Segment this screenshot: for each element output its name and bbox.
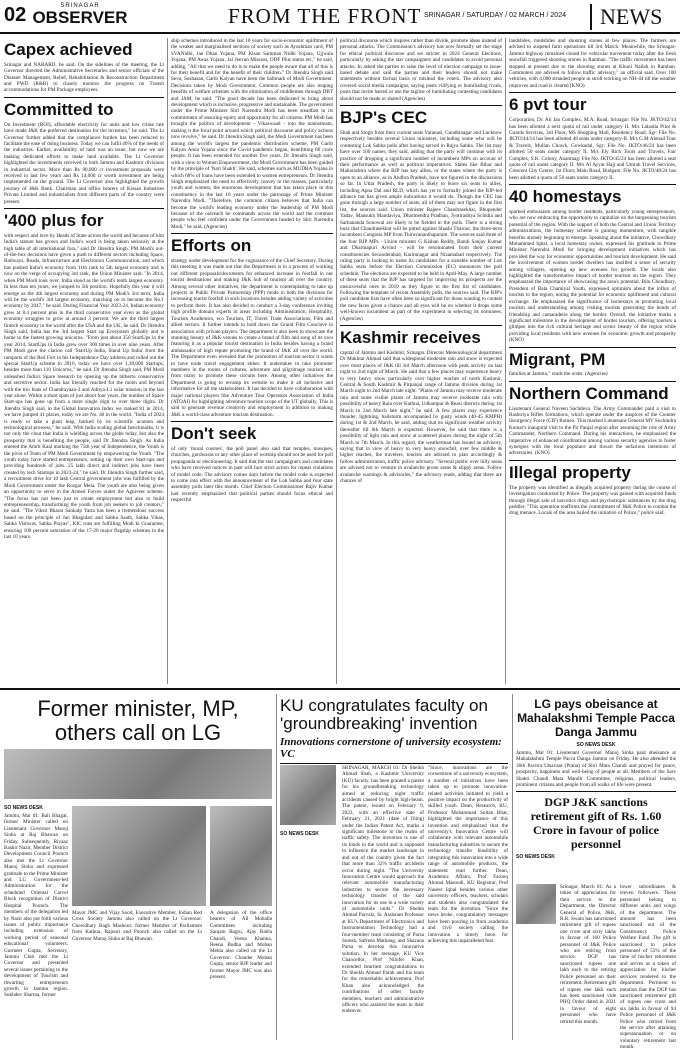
column-divider [276, 694, 277, 1040]
story-col-b [342, 765, 424, 1041]
divider [516, 791, 676, 792]
story-text: strategy under development for the cognizance of the Chief Secretary. During this meeting it was made out that the Department is in a process of working out different proposals/documents for enhanced increase in footfall in our tourist destinations and making J&K hub of tourism all over the country. Among several other initiatives, the department is contemplating to take up projects in Public Private Partnership (PPP) mode in both the divisions for increasing tourist footfall in such locations besides adding variety of activities to perform there. It has also decided to conduct a 3-day conference inviting high profile domain experts in areas including Administration, Hospitality, Tourism Academics, eco Tourism, IT, Travel Trade Associations, Film and allied sectors. It further intends to hold down the Grand Film Conclave in association with private players. The department is also keen to showcase the stunning beauty of J&K venues to create a brand of film and song of its own featuring it as a popular tourist destination in India besides having a brand ambassador of high repute promoting the brand of J&K all over the world. The Department even revealed that the promotion of tourism sector it wants to have trade travel engagement either. It undertakes to take promoter members in the rooms of cultures, adventure and pilgrimage tourism etc. from many to promote these circuits here. Among other initiatives the Department is going to revamp its website to make it all inclusive and informative for all the stakeholders. It has decided to have collaboration with major national players like Adventure Tour Operators Association of India (ATOAI) for highlighting adventure tourism scope of the UT globally. This is said to generate revenue creativity and employment in addition to making J&K a world-class adventure tourism destination. [171, 258, 333, 418]
photo-delegations [4, 749, 272, 799]
story-col-a [280, 829, 338, 1041]
divider [4, 208, 164, 209]
story-text: The property was identified as illegally acquired property during the course of investigation conducted by Police. The property was gained with acquired funds through illegal sale of narcotics drugs and psychotropic substances by the drug peddler. "This operation reaffirms the commitment of J&K Police to combat the drug menace. Locals of the area hailed the initiative of Police," police said. [509, 484, 676, 517]
headline-ku-congratulates: KU congratulates faculty on 'groundbreaking' invention [280, 696, 488, 733]
masthead [0, 0, 680, 34]
headline-committed: Committed to [4, 99, 114, 119]
divider [509, 347, 676, 348]
headline-former-minister: Former minister, MP, others call on LG [37, 696, 239, 745]
story-col-c [428, 765, 508, 1041]
story-text: Jammu, Mar 01: Lieutenant Governor Manoj Sinha paid obeisance at Mahalakshmi Temple Pacca Danga Jammu on Friday. He also attended the 36th Pavitra Utsavam (Prana) of Shri Mata Chandi and prayed for peace, prosperity, happiness and well-being of people at all. Members of the Sarv Shakti Chandi Mata Mandir Committee, religious, political leaders, prominent citizens and people from all walks of life were present. [516, 750, 676, 789]
divider [171, 421, 333, 422]
divider [340, 105, 502, 106]
divider [509, 381, 676, 382]
photo-dgp [516, 884, 556, 924]
section-label: NEWS [590, 4, 662, 30]
divider [280, 763, 508, 764]
byline: SO NEWS DESK [4, 805, 43, 811]
headline-bjp-cec: BJP's CEC [340, 108, 428, 128]
column-4 [509, 38, 676, 684]
brand-small: SRINAGAR [60, 3, 100, 9]
story-text: political discourse which inspires rather than divide, promote ideas instead of personal attacks. The Commission's advisory has now formally set the stage for ethical political discourse and set stricter in 2024 General Elections, particularly by asking the star campaigners and candidates to avoid personal attacks. In asked the parties to raise the level of election campaign to issue-based debate and said the parties and their leaders should not make statements without factual basis or mislead the voters. The advisory also covered social media campaigns, saying posts vilifying or humiliating rivals, posts that invite hatred or use the tagline of humiliating contesting candidates should not be made or shared (Agencies) [340, 38, 502, 102]
column-3 [340, 38, 502, 684]
section-divider [0, 688, 680, 690]
story-text: SRINAGAR, MARCH 01: Dr Sheikh Ahmad Shah, a Kashmir University (KU) faculty, has been granted a patent for his groundbreaking technology aimed at reducing night traffic accidents caused by bright high-beam. The patent, issued on February 9, 2023, with an effective date of February 21, 2021 (date of filing) under the Indian Patent Act, marks a significant milestone in the realm of traffic safety. The invention is one of its kinds in the world and is supposed to influence the market landscape in and out of the country given the fact that more than 32% traffic accidents occur during night. "The University Innovation Centre would approach the relevant automobile manufacturing industries to secure the necessary technology transfer of the said innovation for its use in a wide variety of automobile units." Dr Sheikh Ahmad Parvaiz, Sr. Assistant Professor at KU's Department of Electronics and Instrumentation Technology had a four-member team consisting of Parsa Suresh, Safrena Mathang, and Shazana Parsa to develop this innovative solution. In her message, KU Vice Chancellor, Prof Nilofer Khan, extended heartiest congratulations to Dr Sheikh Ahmad Parah and his team for the remarkable achievement. Prof Khan also acknowledged the contributions of other faculty members, teachers and administrative officers who assisted the team in their endeavor. [342, 765, 424, 1015]
story-col-a [560, 884, 616, 1040]
byline: SO NEWS DESK [516, 854, 555, 861]
headline-efforts-on: Efforts on [171, 236, 252, 256]
story-text: sparked enthusiasm among border residents, particularly young entrepreneurs, who are now embracing the opportunity to capitalize on the burgeoning tourism potential of the region. With the support of both the Central and Union Territory administrations, the homestay scheme is gaining momentum, with tangible benefits already beginning to emerge. Speaking about the initiative, Chowdhary Mohammed Iqbal, a local homestay owner, expressed his gratitude to Prime Minister Narendra Modi for bringing development initiatives which has provided the way for economic opportunities and tourism development. He said the involvement of women border dwellers has instilled a sense of security among villagers, opening up new avenues for growth. The locals also highlighted the transformative impact of border tourism on the region. They emphasized the importance of showcasing the area's potential. Bilu Choudhary, President of Bala Chamiyal Youth, expressed optimism about the influx of tourists to the region, noting the potential for economic upliftment and cultural exchange. He emphasized the significance of homestays in promoting local tourism and understanding among visiting tourists generating the bonds of friendship and camaraderie along the border. Overall, the initiative marks a significant milestone in the development of border tourism, offering tourists a glimpse into the rich cultural heritage and scenic beauty of the region while providing local residents with new avenues for economic growth and prosperity (KNO) [509, 209, 676, 344]
story-text: On Investment (ROI), affordable electricity for units and low crime rate have made J&K the preferred destination for the investors," he said. The Lt Governor further added that the compliance burden has been reduced to facilitate the ease of doing business. Today we can fulfil 40% of the needs of the industries. Earlier, availability of land was an issue, but now we are making dedicated efforts to make land available. The Lt Governor highlighted the investments received in both Jammu and Kashmir divisions in industrial sector. More than Rs 90,000 cr investment proposals were received in last few years and Rs 14,000 cr worth investment are being implemented on the ground. The Lt Governor also highlighted the growth journey of J&K Bank. Chairman and office bearers of Kissan Industries Private Limited and industrialists from different parts of the country were present. [4, 121, 164, 205]
photo-mohalla-delegation [210, 806, 272, 906]
story-text: A delegation of the office bearers of All Mohalla Committees including Sanjam Bagru, Ajay Babla Chandi, Veena Khanna, Reena Budha and Mohan Mehta also called on the Lt Governor. Chander Mohan Gupta, senior BJP leader and former Mayor JMC was also present. [210, 910, 272, 981]
photo-caption: Mayor JMC and Vijay Sood, Executive Member, Indian Red Cross Society Jammu also called on the Lt Governor. Chowdhary Bagh Mashoor, former Member of Parliament from Kathua, Rajouri and Poonch also called on the Lt Governor Manoj Sinha at Raj Bhawan. [72, 910, 202, 942]
headline-400-plus: '400 plus for [4, 211, 104, 230]
divider [509, 460, 676, 461]
story-col-b [72, 910, 202, 1042]
headline-illegal-property: Illegal property [509, 462, 631, 482]
story-text: with respect and love by Heads of State across the world and because of him India's stature has grown and India's word is being taken seriously at the high table of all international fora," said Dr Jitendra Singh. PM Modi's out-of-the-box decisions have given a push to different sectors including Space, Railways, Roads, Infrastructure and Electronics Communication, and which has pushed India's economy from 11th rank to 5th largest economy and is now on the verge of occupying 3rd rank, the Union Minister said. "In 2014, when PM Modi took over, India stood as the world's tenth largest economy. In less than ten years, we jumped to 5th position. Hopefully this year it will emerge as the 4th largest economy and during PM Modi's 3rd term, India will be the world's 3rd largest economy, marching on to become the No.1 economy by 2047," he said. During Financial Year 2023-24, Indian economy grew at 8.4 percent plus in the third consecutive year even as the global economy struggles to grow at around 3 percent. We are the third largest fintech economy in the world after the USA and the UK, he said. Dr Jitendra Singh said, India has the 3rd largest Start up Ecosystem globally and is home to the fastest growing unicorns. "From just about 350 StartUps in the year 2014, StartUps in India grew over 300 times in over nine years. After PM Modi gave the clarion call 'StartUp India, Stand Up India' from the ramparts of the Red Fort in his Independence Day address and rolled out the special StartUp scheme in 2016, today we have over 1,30,000 Startups, besides more than 110 Unicorns," he said. Dr Jitendra Singh said, PM Modi unleashed India's Space research by opening up the hitherto conservative and secretive sector. India has literally reached for the moon and beyond with the trio feats of Chandrayaan-3 and Aditya-L1 solar mission in the last year alone. Within a short span of just about four years, the number of Space Start-ups has gone up from a mere single digit to over three digits. Dr Jitendra Singh said, in the Global Innovation Index we ranked 81 in 2014, we have jumped 41 places, today we are No. 40 in the world. "India of 2024 is ready to take a giant leap, backed by its scientific acumen and technological prowess," he said. With India scaling global benchmarks, it is not only the clout that India is wielding across the globe today, but also the prosperity that is benefiting the people, said Dr Jitendra Singh. As India entered the Amrit Kaal marking the 75th year of Independence, the Youth is the pivot of Team of PM Modi Government by empowering the Youth. "The youth today have started entrepreneurs, setting up their own Start-ups and providing hundreds of jobs. 25 lakh direct and indirect jobs have been created by tech Startups in 2023-24," he said. Dr Jitendra Singh further said, a recruitment drive for 10 lakh Central government jobs was fulfilled by the Modi Government under the Rozgar Mela. The youth are also being given an opportunity to serve in the Armed Forces under the Agniveer scheme. "The focus has not been just to create employment but also to build entrepreneurship, transforming the youth from job seekers to job creators," he said. "The Viksit Bharat Sankalp Yatra has been a tremendous success based on the principle of Jan Bhagidari and Sabka Saath, Sabka Vikas, Sabka Vishwas, Sabka Prayas", KIC runs are fulfilling Modi ki Guarantee, ensuring 100 percent saturation of the 17-20 major flagship schemes in the last 10 years. [4, 232, 164, 540]
photo-faculty-portrait [280, 765, 336, 825]
story-text: landslides, mudslides and shooting stones at few places. The farmers are advised to suspend farm operations till 3rd March. Meanwhile, the Srinagar-Jammu highway remained closed for vehicular movement today after the fresh snowfall triggered shooting stones in Ramban. "The traffic movement has been stopped at present due to the shooting stones at Khuni Nallah in Ramban. Commuters are advised to follow traffic advisory," an official said. Over 100 vehicles, with 4,000 stranded people in stroll working on NH-44 till the weather improves and road is cleared (KNO) [509, 38, 676, 89]
headline-40-homestays: 40 homestays [509, 187, 622, 207]
headline-migrant-pm: Migrant, PM [509, 349, 606, 369]
divider [4, 97, 164, 98]
divider [171, 233, 333, 234]
divider [340, 325, 502, 326]
story-text: lower subordinates & eleven followers. These personnel belong to different units and wings of the department. The amount has been sanctioned out of the Constituency Police Welfare Fund. The gift is sanctioned to police personnel of 55% of the time of his/her retirement and serves as a token of appreciation for his/her services rendered to the department. Pertinent to mention that the DGP has sanctioned retirement gift of rupees one crore and six lakhs in favour of 94 Police personnel of J&K Police who retired from the service after attaining superannuation or on voluntary retirement last month. [620, 884, 676, 1051]
headline-dgp-retirement-gift: DGP J&K sanctions retirement gift of Rs. 1.60 Crore in favour of police personnel [530, 795, 662, 852]
story-text: Lieutenant General Naveen Sachdeva. The Army Commander paid a visit to Rashtriya Rifles formations, which operate under the auspices of the Counter Insurgency Force (CIF) Romeo. This marked Lieutenant General MV Suchindra Kumar's inaugural visit to the Pir Panjal region after assuming the role of Army Commander, Northern Command. During his interactions, he emphasized the imperative of enhanced coordination among various security agencies to foster synergies with the local populace and thwart the nefarious intentions of adversaries. (KNO) [509, 405, 676, 457]
story-text: of only 'moral courses', the poll panel also said that temples, mosques, churches, gurdwaras or any other place of worship should not be used for poll propaganda or electioneering. It said that the star campaigners and candidates who have received notices in past will face strict action for repeat violations of model code. The advisory comes days before the model code is expected to come into effect with the announcement of the Lok Sabha and four state assembly polls later this month. Chief Election Commissioner Rajiv Kumar had recently emphasized that political parties should focus ethical and respectful [171, 446, 333, 504]
story-text: ship schemes introduced in the last 10 years for socio-economic upliftment of the weaker and marginalised sections of society such as Ayushman card, PM SVANidhi, Jan Dhan Yojana, PM Kisan Samman Nidhi Yojana, Ujjwala Yojana, PM Awas Yojana, Jal Jeevan Mission, ODF Plus status etc," he said, adding, "All that we need to do is to make the people aware that all of this is for their benefit and for the benefit of their children." Dr Jitendra Singh said Seva, Sushasan, Garib Kalyan have been the hallmark of Modi Government. Decisions taken by Modi Government, Common people are also reaping benefits of welfare schemes with the elimination of middlemen through DBT and JAM, he said. "The good decade has been dedicated to bring about development which is inclusive, progressive and sustainable. The government under the Prime Minister Shri Narendra Modi has been steadfast in its commitment of ensuring equity and opportunity for all citizens. PM Modi has brought the politics of development - Vikaswaad - into the mainstream, making it the focal point around which political discourse and policy actions now revolve," he said. Dr Jitendra Singh said, the Modi Government has been among the world's largest the pandemic distribution scheme, PM Garib Kalyan Anna Yojana since the Covid pandemic began, benefitting 80 crore people. It has been extended for another five years. Dr Jitendra Singh said, with a view to Women Empowerment, the Modi Government has been guided by the principle of 'Nari Shakti'. He said, schemes such as MUDRA Yojana in which 68% of loans have been extended to women entrepreneurs. Dr Jitendra Singh emphasized the need to effectively convey to the masses, particularly youth and women, the enormous development that has taken place in this constituency in the last 10 years under the patronage of Prime Minister Narendra Modi. "Therefore, the common citizen believes that India can become the world's leading economy under the leadership of PM Modi because of the outreach he commands across the world and the common people who feel confident under the Government headed by Shri Narendra Modi," he said. (Agencies) [171, 38, 333, 230]
story-col-b [620, 884, 676, 1051]
story-text: families at Jammu," reads the order. (Agencies) [509, 371, 608, 378]
headline-kashmir-receives: Kashmir receives [340, 328, 481, 348]
headline-dont-seek: Don't seek [171, 424, 257, 444]
byline: SO NEWS DESK [576, 742, 616, 748]
story-text: Srinagar and NABARD, he said. On the sidelines of the meeting, the Lt Governor directed the Administrative Secretaries and senior officials of the Disaster Management, Relief, Rehabilitation & Reconstruction Department and PWD (R&B) to closely monitor the progress on Transit accommodations for PM Package employees. [4, 61, 164, 94]
headline-6-pvt-tour: 6 pvt tour [509, 95, 587, 115]
column-1 [4, 38, 164, 684]
byline: SO NEWS DESK [280, 831, 319, 837]
section-title: FROM THE FRONT [228, 4, 422, 28]
column-divider [336, 38, 337, 684]
photo-lg-meeting [72, 806, 206, 906]
issue-date: SRINAGAR / SATURDAY / 02 MARCH / 2024 [424, 12, 566, 19]
headline-lg-obeisance: LG pays obeisance at Mahalakshmi Temple Pacca Danga Jammu [517, 697, 675, 739]
headline-northern-command: Northern Command [509, 383, 669, 403]
story-text: "Since, innovations are the cornerstone of a university ecosystem, a number of initiatives have been taken up to promote innovation-related activities initiated to yield a positive impact on the productivity of skilled youth. Dean, Research, KU, Professor Mohammad Sultan Bhat, highlighted the importance of this invention and emphasized that the university's Innovation Centre will collaborate with relevant automobile manufacturing industries to secure the technology transfer feasibility of integrating this innovation into a wide range of automobile products, the statement read further. Dean, Academic Affairs, Prof Farooq Ahmad Masoodi, KU Registrar, Prof Naseer Iqbal besides various other university officers, teachers, scholars and students also congratulated the team for the invention. "Since the news broke, congratulatory messages have been pouring in from academia and civil society calling the innovation a timely boon for achieving this unparalleled feat. [428, 765, 508, 944]
column-divider [505, 38, 506, 684]
story-text: Srinagar, March 01: As a token of appreciation for their service to the Department, the Director General of Police, J&K, R.R. Swain has sanctioned retirement gift of rupees one crore and sixty lakhs in favour of 160 Police personnel of J&K Police who are retiring from service. DGP has sanctioned rupees one lakh each to the retiring Police personnel on their retirement. Retirement gift of rupees one lakh each has been sanctioned vide PHQ Order dated in 2021 in favour of eight personnel who have retired this month. [560, 884, 616, 1025]
subdeck: Innovations cornerstone of university ecosystem: VC [280, 736, 502, 760]
headline-capex: Capex achieved [4, 40, 133, 59]
story-col-c [210, 910, 272, 1042]
column-divider [512, 694, 513, 1040]
page-number: 02 [4, 4, 27, 26]
story-text: Shah and Singh from their current seats Varanasi, Gandhinagar and Lucknow respectively besides several Union ministers, including some who will be contesting Lok Sabha polls after having served in Rajya Sabha. The list may have over 100 names, they said, adding that the party will continue with its practice of dropping a significant number of incumbent MPs on account of their performance as well as political imperatives. States like Bihar and Maharashtra where the BJP has key allies, or the states where the party is open to an alliance, as in Andhra Pradesh, have not figured in the discussions so far. In Uttar Pradesh, the party is likely to leave six seats to allies, including Apna Dal and RLD, which has yet to formally joined the BJP-led alliance but has given ample indications it would do. Though the CEC has gone through a large number of seats, all of them may not figure in the first list, the sources said. Union minister Rajeev Chandrasekhar, Bhupender Yadav, Mansukh Mandaviya, Dharmendra Pradhan, Jyotiraditya Scindia and Sarbananda Sonowal are likely to be fielded in the polls. There is a strong buzz that Chandrasekhar will be pitted against Shashi Tharoor, the three-term incumbent Congress MP from Thiruvananthapuram. The sources said three of the four BJP MPs - Union minister G Kishan Reddy, Bandi Sanjay Kumar and Dharmapuri Arvind - will be renominated from their current constituencies Secunderabad, Karimnagar and Nizamabad respectively. The ruling party is looking to name its candidates for a sizeable number of Lok Sabha seats before the Election Commission (EC) announces the poll schedule. The elections are expected to be held in April-May. A large number of these seats that the BJP has targeted for improving its prospects are the unsuccessful ones in 2019 as they figure in the first list of candidates. Following the template of recent Assembly polls, the sources said. The BJP's poll candidate lists have often been so significant for those wanting to contest the new faces given a chance and all eyes will be on whether it drops some well-known incumbent as part of the experiment in selecting its nominees. (Agencies) [340, 129, 502, 322]
story-text: Corporation, Dr. Ali Jan Complex, M.A. Road, Srinagar: File No. JKTO/42/14 has been allotted a next quota of rail under category II. M/s Lahadia Pilot & Guards Services, 3rd Floor, MS Shopping Mall, Residency Road, Sgr: File No. JKTO/44/14 has been allotted 48 seats under category-II. M/s G.M Ahmad Tour & Travels, Mullan Chowk, Gowkadal, Sgr: File No. JKTO/46/24 has been allotted 50 seats under category II. M/s Ely Rich Tours and Travels, Fair Complex, S.K. Colony, Anantnag: File No. JKTO/45/24 has been allotted a seat quota of rail under category II. M/s Al Ayyat Hajj and Umrah Travel Services, Crescent City Centre, 1st Floor, Main Road, Budgam: File No. JKTO/48/24 has been allotted a quota of 50 seats under category II. [509, 117, 676, 181]
story-text: capital of Jammu and Kashmir, Srinagar. Director Meteorological department Dr Mukhtar Ahmad said that widespread moderate rain and snow is expected over most places of J&K till 3rd March afternoon with peak activity on last night to 2nd night of March. He said that a few places may experience heavy to very heavy snow particularly over higher reaches of north Kashmir, Central & South Kashmir & Pirpanjal range of Jammu division during 1st March night to 2nd March late night. "Plains of Jammu may receive moderate rain and some visible plains of Jammu may receive moderate rain with possibility of heavy Rain over Kathua, Udhampur & Reasi districts during 1st March to 2nd March late night," he said. A few places may experience thunder, lightning, hailstorm accompanied by gusty winds (40-45 KMPH) during 1st & 2nd March, he said, adding that no significant weather activity thereafter till 6th March is expected. However, he said that there is a possibility of light rain and snow at scattered places during the night of 5th March to 7th March. In this regard, the weatherman has issued an advisory, saying that in view of heavy to very heavy snowfall, over few middle & higher reaches, the travelers, tourists are advised to plan accordingly & follow administration, traffic police advisory. "Several public over hilly areas are advised not to venture in avalanche prone areas & slippy areas. Follow avalanche warnings & advisories," the advisory reads, adding that there are chances of [340, 349, 502, 485]
divider [509, 184, 676, 185]
story-text: Jammu, Mar 01: Bali Bhagat, former Minister called on Lieutenant Governor Manoj Sinha at Raj Bhawan on Friday. Subsequently, Riyaaz Bashir Nazir, Member District Development Council Poonch also met the Lt Governor Manoj Sinha and expressed gratitude to the Prime Minister and LG Government-led Administration for the scheduled Oriental Carvel Block recognition of District Hospital Poonch. The members of the delegation led by Nazir also put forth various issues of public importance including extension of working period of seasonal educational volunteers. Gurmeet Gupta, Secretary, Jammu Club met the Lt Governor and presented several issues pertaining to the development of Tourism and thwarting entrepreneurs growth in Jammu region. Sukhdev Sharma, former [4, 813, 68, 999]
brand-logo [30, 3, 130, 26]
column-2 [171, 38, 333, 684]
brand-name: OBSERVER [32, 8, 128, 27]
column-divider [167, 38, 168, 684]
divider [509, 92, 676, 93]
story-col-a [4, 803, 68, 1041]
